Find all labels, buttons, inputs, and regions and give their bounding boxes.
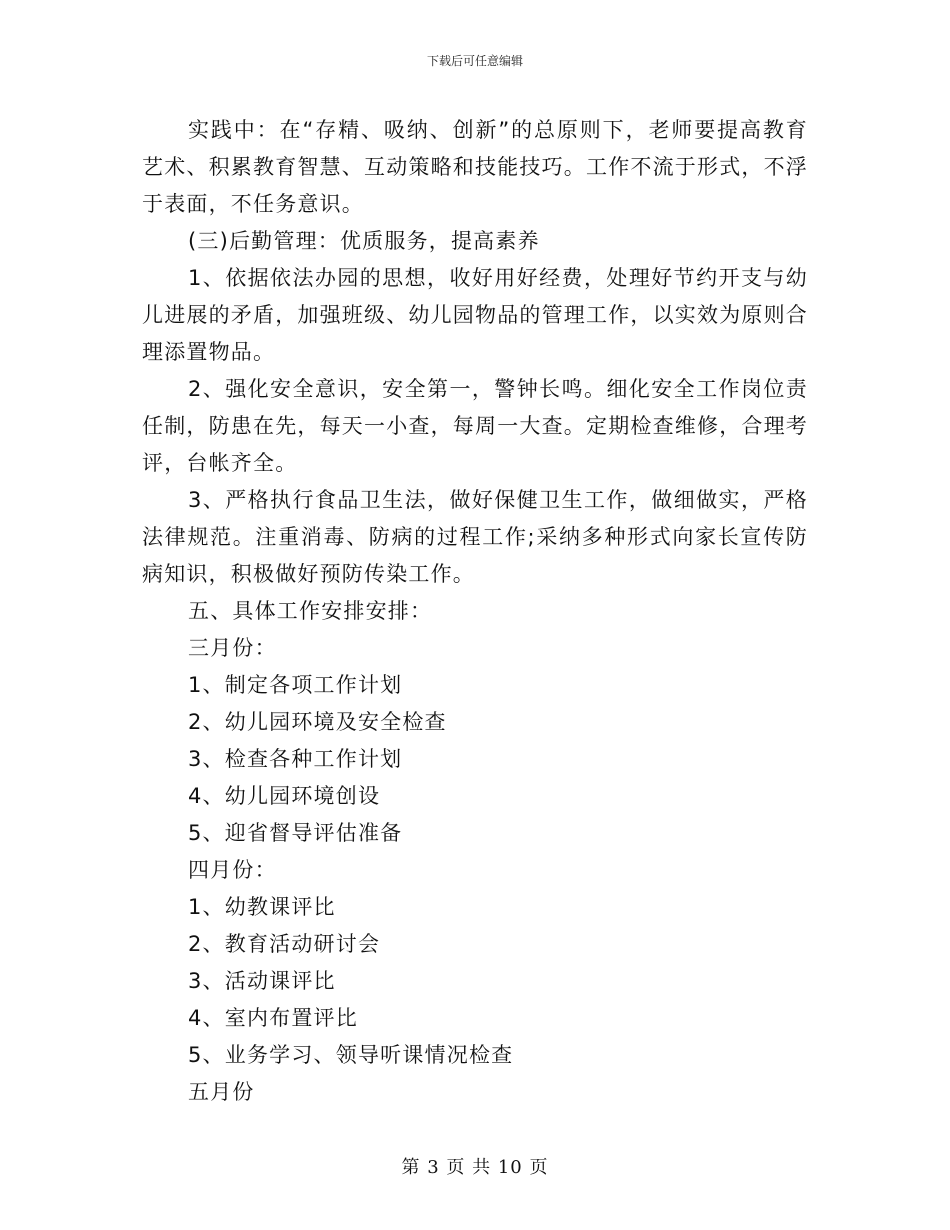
- list-item: 4、室内布置评比: [188, 1006, 358, 1030]
- list-item: 2、教育活动研讨会: [188, 932, 381, 956]
- page-number: 第 3 页 共 10 页: [401, 1157, 549, 1178]
- month-heading: 三月份：: [188, 636, 277, 660]
- section-heading: (三)后勤管理：优质服务，提高素养: [188, 229, 540, 253]
- list-item: 1、制定各项工作计划: [188, 673, 403, 697]
- page-header: 下载后可任意编辑: [426, 54, 523, 68]
- list-item: 5、业务学习、领导听课情况检查: [188, 1043, 514, 1067]
- paragraph: 2、强化安全意识，安全第一，警钟长鸣。细化安全工作岗位责任制，防患在先，每天一小查，每周一大查。定期检查维修，合理考评，台帐齐全。: [142, 377, 808, 475]
- document-body: [142, 112, 808, 1111]
- section-heading: 五、具体工作安排安排：: [188, 599, 433, 623]
- list-item: 3、检查各种工作计划: [188, 747, 403, 771]
- list-item: 5、迎省督导评估准备: [188, 821, 403, 845]
- paragraph: 1、依据依法办园的思想，收好用好经费，处理好节约开支与幼儿进展的矛盾，加强班级、幼儿园物品的管理工作，以实效为原则合理添置物品。: [142, 266, 808, 364]
- paragraph: 实践中：在“存精、吸纳、创新”的总原则下，老师要提高教育艺术、积累教育智慧、互动策略和技能技巧。工作不流于形式，不浮于表面，不任务意识。: [142, 118, 808, 216]
- paragraph: 3、严格执行食品卫生法，做好保健卫生工作，做细做实，严格法律规范。注重消毒、防病的过程工作;采纳多种形式向家长宣传防病知识，积极做好预防传染工作。: [142, 488, 808, 586]
- list-item: 2、幼儿园环境及安全检查: [188, 710, 447, 734]
- month-heading: 四月份：: [188, 858, 277, 882]
- month-heading: 五月份: [188, 1080, 255, 1104]
- list-item: 3、活动课评比: [188, 969, 336, 993]
- list-item: 1、幼教课评比: [188, 895, 336, 919]
- list-item: 4、幼儿园环境创设: [188, 784, 381, 808]
